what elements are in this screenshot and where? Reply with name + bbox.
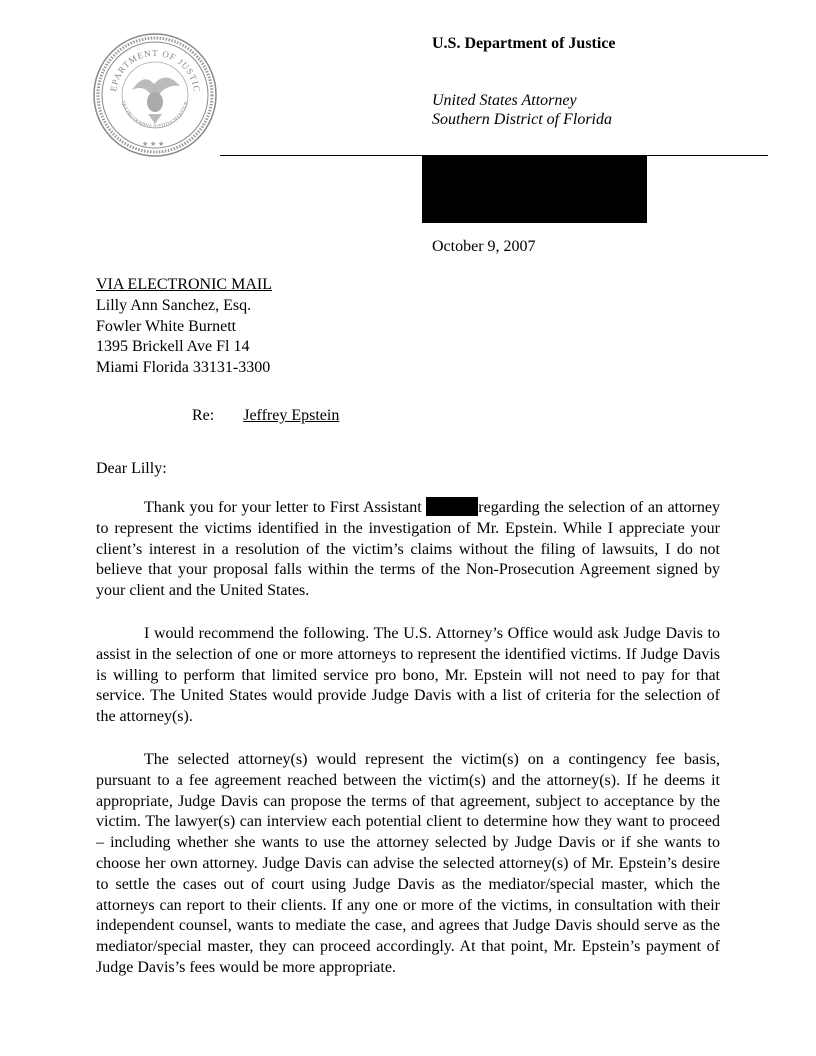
address-line: 1395 Brickell Ave Fl 14 bbox=[96, 338, 250, 356]
inline-redaction bbox=[426, 497, 478, 516]
paragraph bbox=[96, 497, 720, 602]
redaction-block bbox=[422, 155, 647, 223]
recipient-address bbox=[96, 275, 272, 379]
svg-text:★ ★ ★: ★ ★ ★ bbox=[142, 140, 165, 148]
address-line: Miami Florida 33131-3300 bbox=[96, 359, 271, 377]
address-line: Lilly Ann Sanchez, Esq. bbox=[96, 296, 252, 314]
office-line: United States Attorney bbox=[432, 92, 577, 109]
address-line: Fowler White Burnett bbox=[96, 317, 237, 335]
svg-text:QUI PRO DOMINA JUSTITIA SEQUIT: QUI PRO DOMINA JUSTITIA SEQUITUR bbox=[120, 101, 190, 130]
re-label: Re: bbox=[192, 407, 215, 424]
agency-name: U.S. Department of Justice bbox=[432, 35, 616, 52]
letter-date: October 9, 2007 bbox=[432, 238, 536, 255]
delivery-method: VIA ELECTRONIC MAIL bbox=[96, 276, 272, 293]
paragraph: I would recommend the following. The U.S. Attorney’s Office would ask Judge Davis to assist in the selection of one or more attorneys to represent the identified victims. If Judge Davis is willing to perform that limited service pro bono, Mr. Epstein will not need to pay for that service. The United States would provide Judge Davis with a list of criteria for the selection of the attorney(s). bbox=[96, 624, 720, 726]
re-line bbox=[192, 407, 339, 425]
office-block bbox=[432, 91, 612, 129]
svg-text:DEPARTMENT OF JUSTICE: EPARTMENT OF JUSTIC bbox=[108, 47, 203, 94]
paragraph-text: Thank you for your letter to First Assistant bbox=[144, 499, 427, 516]
paragraph: The selected attorney(s) would represent the victim(s) on a contingency fee basis, pursuant to a fee agreement reached between the victim(s) and the attorney(s). If he deems it appropriate, Judge Davis can propose the terms of that agreement, subject to acceptance by the victim. The lawyer(s) can interview each potential client to determine how they want to proceed – including whether she wants to use the attorney selected by Judge Davis or if she wants to choose her own attorney. Judge Davis can advise the selected attorney(s) of Mr. Epstein’s desire to settle the cases out of court using Judge Davis as the mediator/special master, which the attorneys can report to their clients. If any one or more of the victims, in consultation with their independent counsel, wants to mediate the case, and agrees that Judge Davis should serve as the mediator/special master, they can proceed accordingly. At that point, Mr. Epstein’s payment of Judge Davis’s fees would be more appropriate. bbox=[96, 750, 720, 976]
salutation: Dear Lilly: bbox=[96, 460, 167, 477]
letter-body bbox=[96, 497, 720, 1001]
paragraph-text: regarding the selection of an attorney to represent the victims identified in the investigation of Mr. Epstein. While I appreciate your client’s interest in a resolution of the victim’s claims without the filing of lawsuits, I do not believe that your proposal falls within the terms of the Non-Prosecution Agreement signed by your client and the United States. bbox=[96, 499, 720, 600]
doj-seal bbox=[92, 32, 218, 158]
office-line: Southern District of Florida bbox=[432, 111, 612, 128]
re-subject: Jeffrey Epstein bbox=[243, 407, 340, 424]
